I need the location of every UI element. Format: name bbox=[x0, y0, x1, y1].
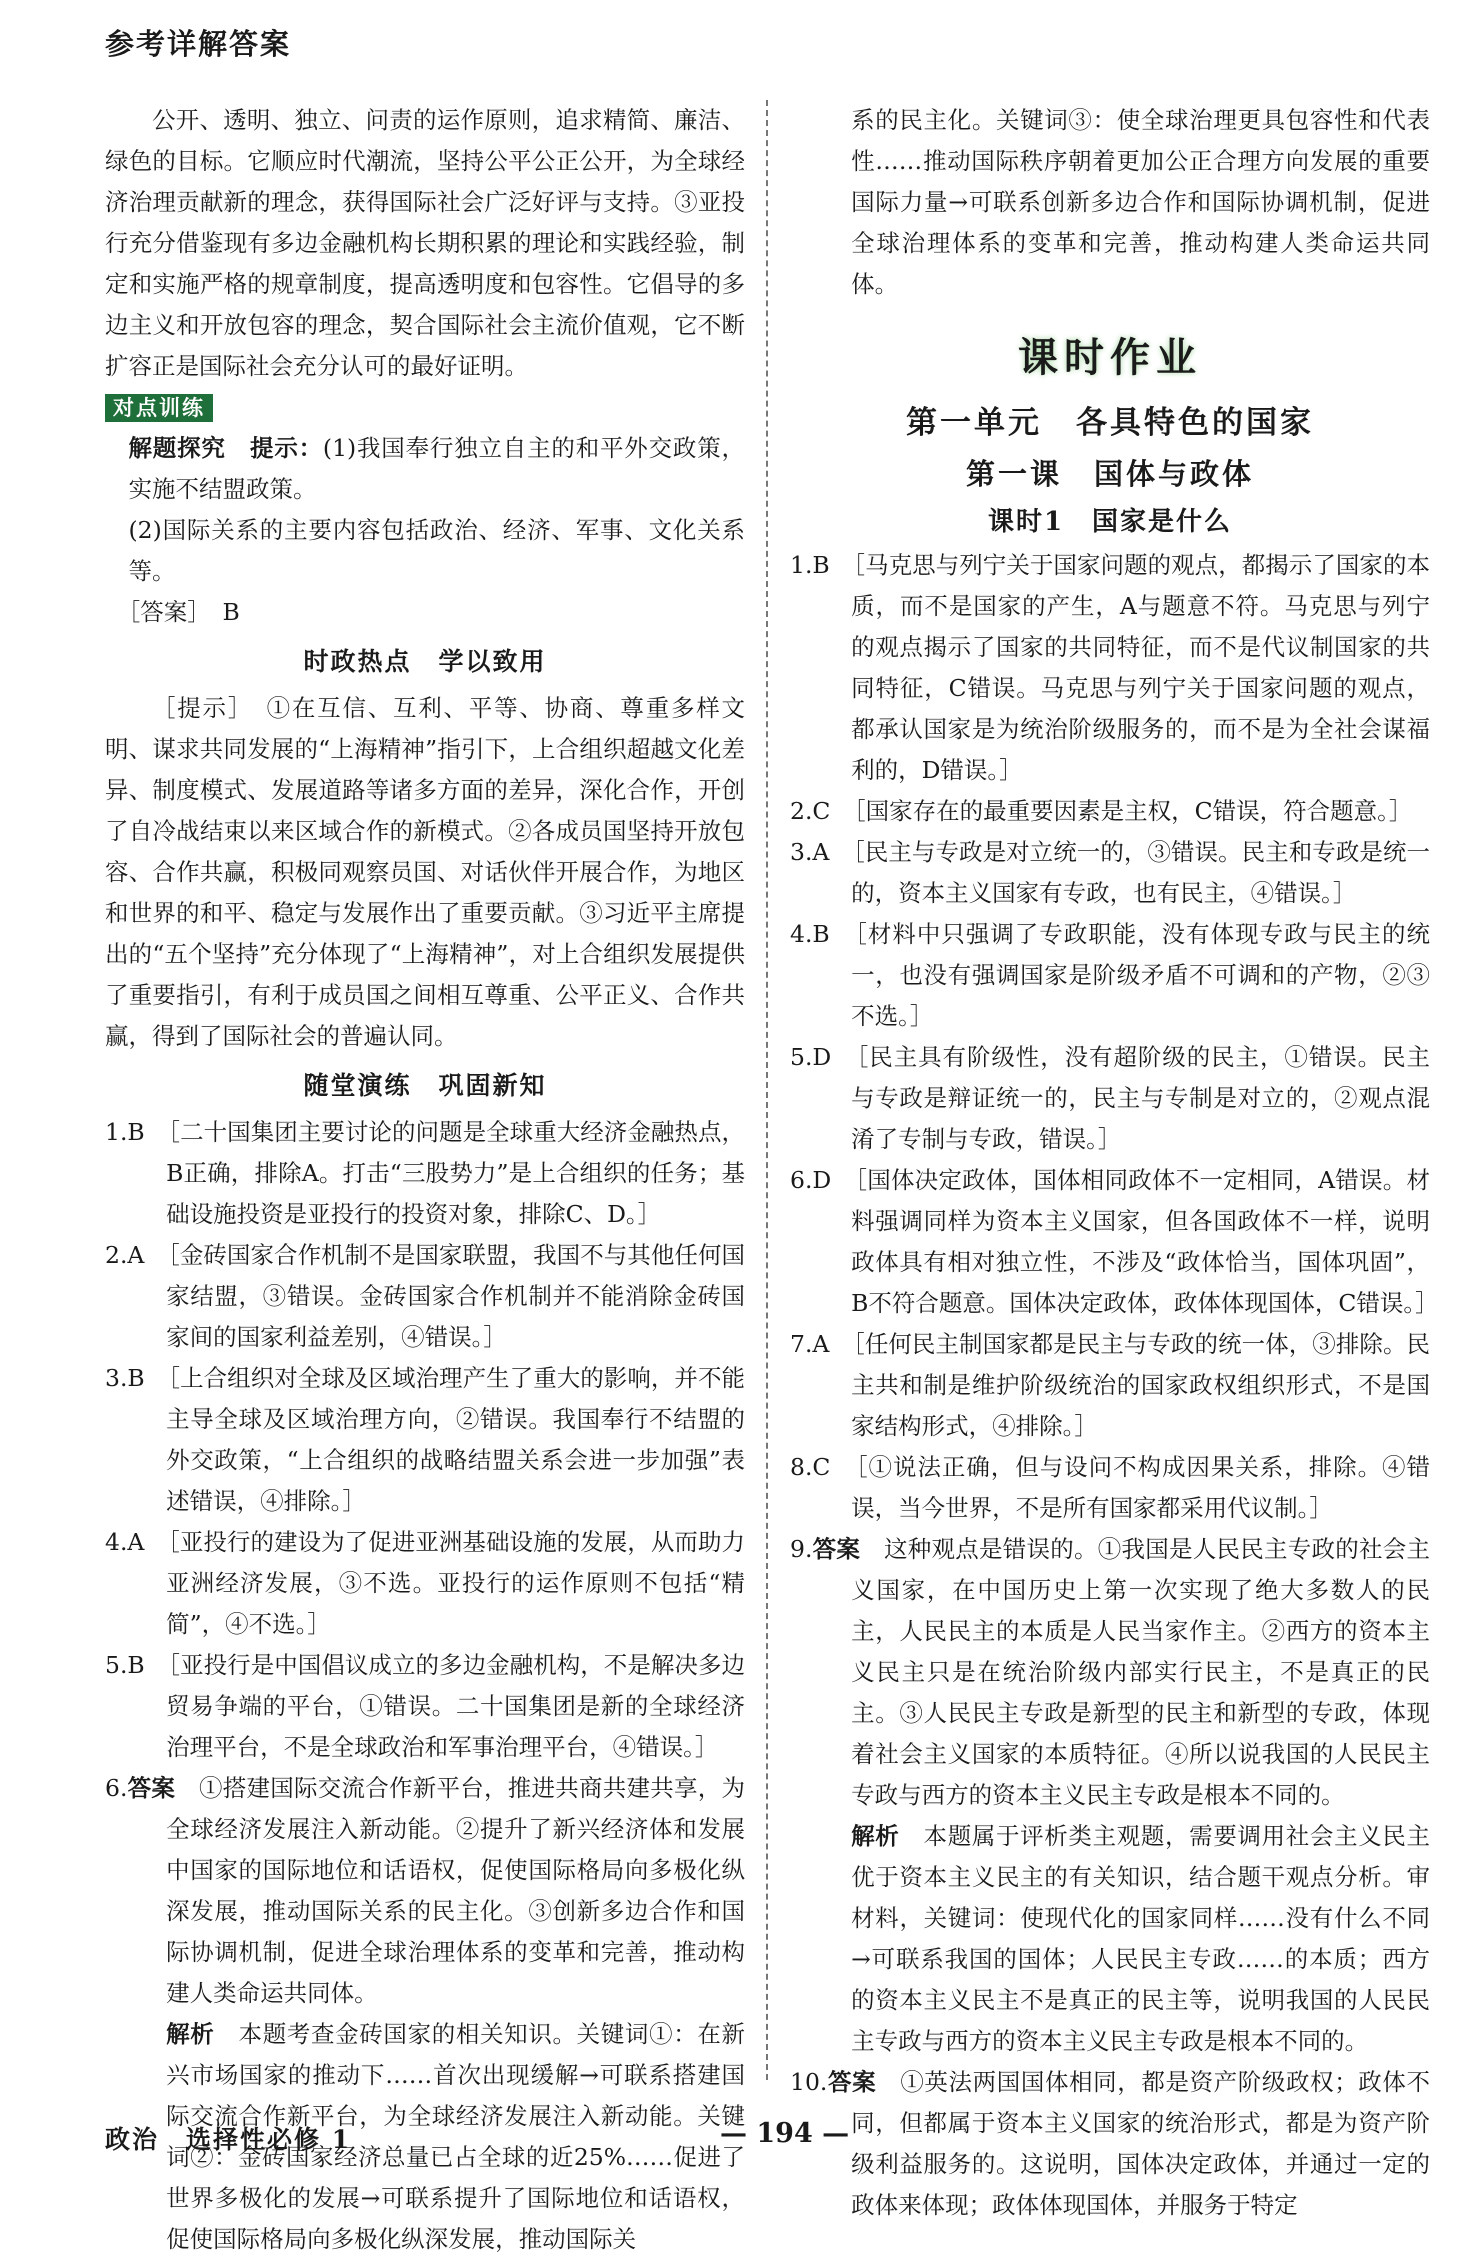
list-item bbox=[790, 832, 1430, 914]
item-text: ［民主具有阶级性，没有超阶级的民主，①错误。民主与专政是辩证统一的，民主与专制是对立的，②观点混淆了专制与专政，错误。］ bbox=[851, 1043, 1431, 1153]
item-number: 4.A bbox=[105, 1528, 145, 1556]
item-text: ［国家存在的最重要因素是主权，C错误，符合题意。］ bbox=[853, 797, 1413, 825]
q6-analysis-text: 本题考查金砖国家的相关知识。关键词①：在新兴市场国家的推动下……首次出现缓解→可联系搭建国际交流合作新平台，为全球经济发展注入新动能。关键词②：金砖国家经济总量已占全球的近25%……促进了世界多极化的发展→可联系提升了国际地位和话语权，促使国际格局向多极化纵深发展，推动国际关 bbox=[166, 2020, 746, 2253]
list-item bbox=[790, 914, 1430, 1037]
q9-analysis-text: 本题属于评析类主观题，需要调用社会主义民主优于资本主义民主的有关知识，结合题干观点分析。审材料，关键词：使现代化的国家同样……没有什么不同→可联系我国的国体；人民民主专政……的本质；西方的资本主义民主不是真正的民主等，说明我国的人民民主专政与西方的资本主义民主专政是根本不同的。 bbox=[851, 1822, 1431, 2055]
hot-hint-text: ①在互信、互利、平等、协商、尊重多样文明、谋求共同发展的“上海精神”指引下，上合组织超越文化差异、制度模式、发展道路等诸多方面的差异，深化合作，开创了自冷战结束以来区域合作的新模式。②各成员国坚持开放包容、合作共赢，积极同观察员国、对话伙伴开展合作，为地区和世界的和平、稳定与发展作出了重要贡献。③习近平主席提出的“五个坚持”充分体现了“上海精神”，对上合组织发展提供了重要指引，有利于成员国之间相互尊重、公平正义、合作共赢，得到了国际社会的普遍认同。 bbox=[105, 694, 746, 1050]
item-number: 1.B bbox=[790, 551, 830, 579]
list-item bbox=[790, 1037, 1430, 1160]
period-title: 课时1 国家是什么 bbox=[987, 507, 1233, 537]
list-item bbox=[790, 1160, 1439, 1324]
item-text: ［亚投行是中国倡议成立的多边金融机构，不是解决多边贸易争端的平台，①错误。二十国集团是新的全球经济治理平台，不是全球政治和军事治理平台，④错误。］ bbox=[166, 1651, 746, 1761]
item-number: 4.B bbox=[790, 920, 830, 948]
q9-number: 9. bbox=[790, 1535, 813, 1563]
right-column bbox=[790, 100, 1439, 2226]
hot-hint-label: ［提示］ bbox=[152, 694, 242, 722]
list-item bbox=[790, 1447, 1430, 1529]
footer-book-title: 政治 选择性必修 1 bbox=[105, 2125, 352, 2154]
explore-hint-2: (2)国际关系的主要内容包括政治、经济、军事、文化关系等。 bbox=[128, 516, 745, 585]
list-item bbox=[790, 791, 1430, 832]
page-header-title: 参考详解答案 bbox=[105, 27, 292, 61]
list-item bbox=[105, 1358, 745, 1522]
q9-analysis bbox=[790, 1816, 1430, 2062]
left-column bbox=[105, 100, 745, 2260]
answer-value: B bbox=[222, 598, 240, 626]
intro-paragraph: 公开、透明、独立、问责的运作原则，追求精简、廉洁、绿色的目标。它顺应时代潮流，坚持公平公正公开，为全球经济治理贡献新的理念，获得国际社会广泛好评与支持。③亚投行充分借鉴现有多边金融机构长期积累的理论和实践经验，制定和实施严格的规章制度，提高透明度和包容性。它倡导的多边主义和开放包容的理念，契合国际社会主流价值观，它不断扩容正是国际社会充分认可的最好证明。 bbox=[105, 106, 745, 380]
item-number: 5.D bbox=[790, 1043, 832, 1071]
item-number: 5.B bbox=[105, 1651, 145, 1679]
item-text: ［①说法正确，但与设问不构成因果关系，排除。④错误，当今世界，不是所有国家都采用代议制。］ bbox=[851, 1453, 1431, 1522]
q6-analysis-label: 解析 bbox=[166, 2020, 215, 2048]
item-number: 6.D bbox=[790, 1166, 832, 1194]
q10-text: ①英法两国国体相同，都是资产阶级政权；政体不同，但都属于资本主义国家的统治形式，都是为资产阶级利益服务的。这说明，国体决定政体，并通过一定的政体来体现；政体体现国体，并服务于特定 bbox=[851, 2068, 1431, 2219]
question-6 bbox=[105, 1768, 745, 2014]
item-text: ［亚投行的建设为了促进亚洲基础设施的发展，从而助力亚洲经济发展，③不选。亚投行的运作原则不包括“精简”，④不选。］ bbox=[166, 1528, 746, 1638]
question-10 bbox=[790, 2062, 1430, 2226]
hot-title: 时政热点 学以致用 bbox=[303, 647, 547, 676]
lesson-title: 第一课 国体与政体 bbox=[965, 457, 1254, 491]
q9-label: 答案 bbox=[812, 1535, 861, 1563]
q6-number: 6. bbox=[105, 1774, 128, 1802]
item-number: 7.A bbox=[790, 1330, 830, 1358]
question-9 bbox=[790, 1529, 1430, 1816]
item-number: 1.B bbox=[105, 1118, 145, 1146]
list-item bbox=[105, 1522, 745, 1645]
item-number: 2.A bbox=[105, 1241, 145, 1269]
continued-analysis: 系的民主化。关键词③：使全球治理更具包容性和代表性……推动国际秩序朝着更加公正合理方向发展的重要国际力量→可联系创新多边合作和国际协调机制，促进全球治理体系的变革和完善，推动构建人类命运共同体。 bbox=[851, 106, 1430, 298]
explore-hint-1: (1)我国奉行独立自主的和平外交政策，实施不结盟政策。 bbox=[128, 434, 746, 503]
homework-title: 课时作业 bbox=[1018, 334, 1202, 381]
list-item bbox=[105, 1112, 745, 1235]
list-item bbox=[105, 1235, 745, 1358]
answer-label: ［答案］ bbox=[116, 598, 199, 626]
item-text: ［材料中只强调了专政职能，没有体现专政与民主的统一，也没有强调国家是阶级矛盾不可调和的产物，②③不选。］ bbox=[851, 920, 1431, 1030]
section-tag: 对点训练 bbox=[105, 394, 213, 422]
hot-hint bbox=[105, 688, 745, 1057]
drill-title: 随堂演练 巩固新知 bbox=[303, 1071, 547, 1100]
q9-text: 这种观点是错误的。①我国是人民民主专政的社会主义国家，在中国历史上第一次实现了绝大多数人的民主，人民民主的本质是人民当家作主。②西方的资本主义民主只是在统治阶级内部实行民主，不是真正的民主。③人民民主专政是新型的民主和新型的专政，体现着社会主义国家的本质特征。④所以说我国的人民民主专政与西方的资本主义民主专政是根本不同的。 bbox=[851, 1535, 1431, 1809]
q10-label: 答案 bbox=[827, 2068, 877, 2096]
explore-hint-label: 提示： bbox=[250, 434, 323, 462]
q10-number: 10. bbox=[790, 2068, 828, 2096]
item-number: 3.B bbox=[105, 1364, 145, 1392]
q9-analysis-label: 解析 bbox=[851, 1822, 900, 1850]
item-number: 2.C bbox=[790, 797, 831, 825]
explore-line bbox=[105, 428, 745, 510]
item-number: 8.C bbox=[790, 1453, 831, 1481]
q6-text: ①搭建国际交流合作新平台，推进共商共建共享，为全球经济发展注入新动能。②提升了新兴经济体和发展中国家的国际地位和话语权，促使国际格局向多极化纵深发展，推动国际关系的民主化。③创新多边合作和国际协调机制，促进全球治理体系的变革和完善，推动构建人类命运共同体。 bbox=[166, 1774, 746, 2007]
item-text: ［马克思与列宁关于国家问题的观点，都揭示了国家的本质，而不是国家的产生，A与题意不符。马克思与列宁的观点揭示了国家的共同特征，而不是代议制国家的共同特征，C错误。马克思与列宁关于国家问题的观点，都承认国家是为统治阶级服务的，而不是为全社会谋福利的，D错误。］ bbox=[851, 551, 1431, 784]
unit-title: 第一单元 各具特色的国家 bbox=[906, 405, 1314, 441]
column-divider bbox=[766, 100, 768, 2080]
explore-label: 解题探究 bbox=[128, 434, 226, 462]
item-text: ［国体决定政体，国体相同政体不一定相同，A错误。材料强调同样为资本主义国家，但各国政体不一样，说明政体具有相对独立性，不涉及“政体恰当，国体巩固”，B不符合题意。国体决定政体，政体体现国体，C错误。］ bbox=[851, 1166, 1439, 1317]
q6-label: 答案 bbox=[127, 1774, 176, 1802]
item-text: ［民主与专政是对立统一的，③错误。民主和专政是统一的，资本主义国家有专政，也有民主，④错误。］ bbox=[851, 838, 1431, 907]
answer-line bbox=[105, 592, 745, 633]
item-text: ［任何民主制国家都是民主与专政的统一体，③排除。民主共和制是维护阶级统治的国家政权组织形式，不是国家结构形式，④排除。］ bbox=[851, 1330, 1431, 1440]
page-number: — 194 — bbox=[720, 2118, 850, 2149]
item-number: 3.A bbox=[790, 838, 830, 866]
item-text: ［上合组织对全球及区域治理产生了重大的影响，并不能主导全球及区域治理方向，②错误。我国奉行不结盟的外交政策，“上合组织的战略结盟关系会进一步加强”表述错误，④排除。］ bbox=[166, 1364, 746, 1515]
item-text: ［二十国集团主要讨论的问题是全球重大经济金融热点，B正确，排除A。打击“三股势力”是上合组织的任务；基础设施投资是亚投行的投资对象，排除C、D。］ bbox=[166, 1118, 746, 1228]
item-text: ［金砖国家合作机制不是国家联盟，我国不与其他任何国家结盟，③错误。金砖国家合作机制并不能消除金砖国家间的国家利益差别，④错误。］ bbox=[166, 1241, 746, 1351]
list-item bbox=[790, 1324, 1430, 1447]
list-item bbox=[105, 1645, 745, 1768]
list-item bbox=[790, 545, 1430, 791]
